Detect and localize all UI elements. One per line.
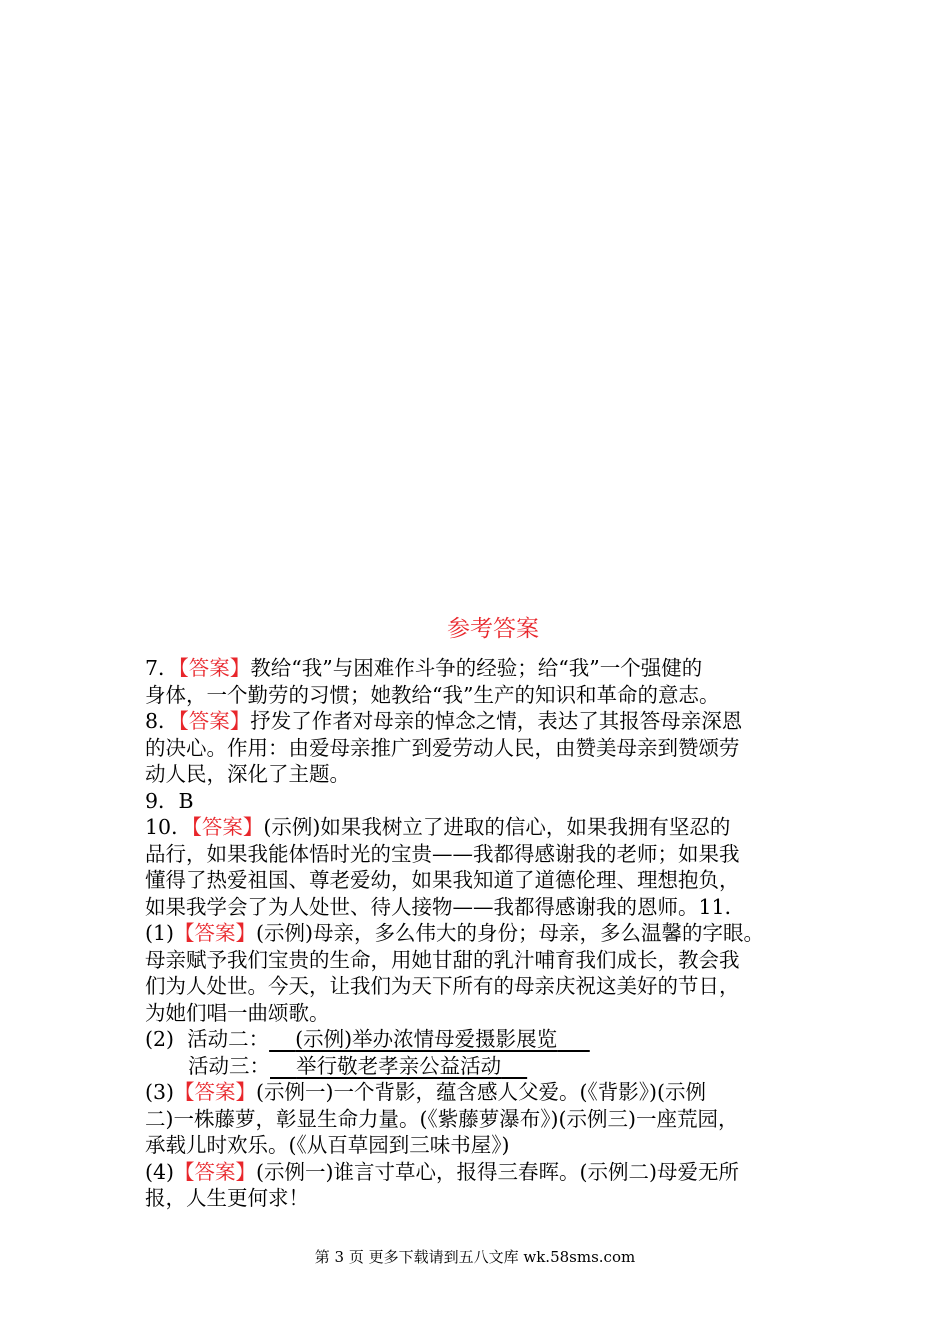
q11-part2-activity2 [145,1026,825,1053]
q10-line-1 [145,814,825,841]
q8-number: 8． [145,709,179,733]
q10-text: (示例)如果我树立了进取的信心，如果我拥有坚忍的 [263,815,731,839]
q8-line-3: 动人民，深化了主题。 [145,762,350,786]
answer-tag: 【答案】 [174,921,257,945]
answer-content [145,655,825,1212]
activity3-value: 举行敬老孝亲公益活动 [296,1053,502,1078]
q11-part1-line-1 [145,920,825,947]
q8-line-1 [145,708,825,735]
activity3-answer [270,1054,527,1078]
q11-part3-line-1 [145,1079,825,1106]
activity2-value: (示例)举办浓情母爱摄影展览 [295,1027,558,1051]
q7-text: 教给“我”与困难作斗争的经验；给“我”一个强健的 [250,656,703,680]
q11-part1-number: (1) [145,921,175,945]
answer-tag: 【答案】 [178,656,251,680]
q11-part4-number: (4) [145,1159,175,1184]
q11-part4-line-1 [145,1159,825,1186]
q11-part1-line-3: 们为人处世。今天，让我们为天下所有的母亲庆祝这美好的节日， [145,974,740,998]
page-title: 参考答案 [447,616,539,642]
q11-part3-line-3: 承载儿时欢乐。(《从百草园到三味书屋》) [145,1133,510,1157]
q11-part1-line-2: 母亲赋予我们宝贵的生命，用她甘甜的乳汁哺育我们成长，教会我 [145,947,740,972]
q11-part3-text: (示例一)一个背影，蕴含感人父爱。(《背影》)(示例 [256,1080,707,1104]
q8-text: 抒发了作者对母亲的悼念之情，表达了其报答母亲深恩 [250,709,743,733]
q8-line-2: 的决心。作用：由爱母亲推广到爱劳动人民，由赞美母亲到赞颂劳 [145,735,740,760]
q7-line-1 [145,655,825,682]
activity3-label: 活动三： [188,1053,270,1078]
q11-part3-line-2: 二)一株藤萝，彰显生命力量。(《紫藤萝瀑布》)(示例三)一座荒园， [145,1106,739,1131]
q11-part2-activity3 [145,1053,825,1080]
q11-part3-number: (3) [145,1080,175,1104]
q11-part4-text: (示例一)谁言寸草心，报得三春晖。(示例二)母爱无所 [256,1159,740,1184]
page-footer: 第 3 页 更多下载请到五八文库 wk.58sms.com [314,1248,636,1266]
answer-tag: 【答案】 [174,1159,257,1184]
q10-line-3: 懂得了热爱祖国、尊老爱幼，如果我知道了道德伦理、理想抱负， [145,868,740,892]
q10-line-2: 品行，如果我能体悟时光的宝贵——我都得感谢我的老师；如果我 [145,841,740,866]
activity2-answer [269,1027,590,1051]
q11-part4-line-2: 报，人生更何求！ [145,1186,309,1210]
q11-part1-line-4: 为她们唱一曲颂歌。 [145,1000,330,1025]
q9-answer: 9．B [145,788,194,813]
answer-tag: 【答案】 [191,815,264,839]
activity2-label: 活动二： [187,1027,270,1051]
q7-line-2: 身体，一个勤劳的习惯；她教给“我”生产的知识和革命的意志。 [145,682,720,707]
q11-part2-number: (2) [145,1027,175,1051]
q11-part1-text: (示例)母亲，多么伟大的身份；母亲，多么温馨的字眼。 [256,921,765,945]
answer-tag: 【答案】 [178,709,251,733]
q10-line-4: 如果我学会了为人处世、待人接物——我都得感谢我的恩师。11． [145,894,746,919]
answer-tag: 【答案】 [174,1080,257,1104]
q10-number: 10． [145,815,192,839]
q7-number: 7． [145,656,179,680]
